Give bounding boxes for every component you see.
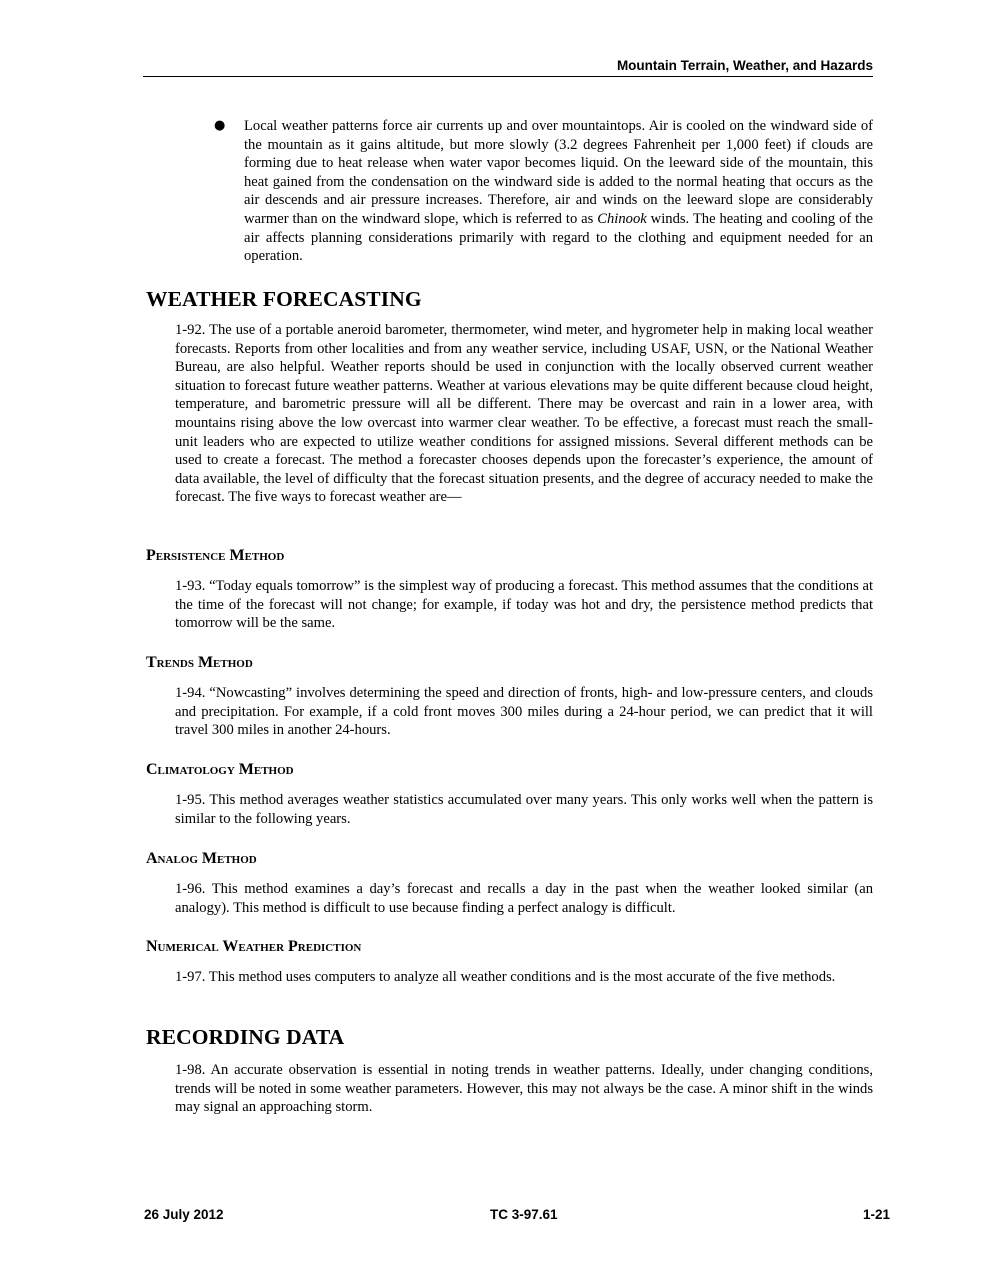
running-header: Mountain Terrain, Weather, and Hazards — [616, 58, 873, 73]
bullet-marker: ● — [214, 118, 226, 133]
heading-trends-method: Trends Method — [146, 654, 253, 671]
paragraph-1-96: 1-96. This method examines a day’s forecast and recalls a day in the past when the weather looked similar (an analogy). This method is difficult to use because finding a perfect analogy is difficult. — [175, 881, 873, 916]
paragraph-1-98: 1-98. An accurate observation is essential in noting trends in weather patterns. Ideally, under changing conditions, trends will be noted in some weather parameters. However, this may not always be the case. A minor shift in the winds may signal an approaching storm. — [175, 1062, 873, 1116]
bullet-paragraph — [244, 117, 873, 266]
heading-analog-method: Analog Method — [146, 850, 257, 867]
paragraph-1-95: 1-95. This method averages weather statistics accumulated over many years. This only works well when the pattern is similar to the following years. — [175, 792, 873, 827]
paragraph-1-97: 1-97. This method uses computers to analyze all weather conditions and is the most accurate of the five methods. — [175, 969, 836, 985]
heading-persistence-method: Persistence Method — [146, 547, 285, 564]
bullet-text-end: winds. The heating and cooling of the air affects planning considerations primarily with regard to the clothing and equipment needed for an operation. — [244, 210, 874, 265]
header-rule — [143, 76, 873, 77]
heading-weather-forecasting: WEATHER FORECASTING — [146, 287, 422, 311]
footer-page-number: 1-21 — [862, 1207, 890, 1222]
bullet-text-start: Local weather patterns force air currents up and over mountaintops. Air is cooled on the windward side of the mountain as it gains altitude, but more slowly (3.2 degrees Fahrenheit per 1,000 feet) if clouds are forming due to heat release when water vapor becomes liquid. On the leeward side of the mountain, this heat gained from the condensation on the windward side is added to the normal heating that occurs as the air descends and air pressure increases. Therefore, air and winds on the leeward slope are considerably warmer than on the windward slope, which is referred to as — [244, 118, 873, 227]
paragraph-1-92: 1-92. The use of a portable aneroid barometer, thermometer, wind meter, and hygrometer help in making local weather forecasts. Reports from other localities and from any weather service, including USAF, USN, or the National Weather Bureau, are also helpful. Weather reports should be used in conjunction with the locally observed current weather situation to forecast future weather patterns. Weather at various elevations may be quite different because cloud height, temperature, and barometric pressure will all be different. There may be overcast and rain in a lower area, with mountains rising above the low overcast into warmer clear weather. To be effective, a forecast must reach the small-unit leaders who are expected to utilize weather conditions for assigned missions. Several different methods can be used to create a forecast. The method a forecaster chooses depends upon the forecaster’s experience, the amount of data available, the level of difficulty that the forecast situation presents, and the degree of accuracy needed to make the forecast. The five ways to forecast weather are— — [175, 322, 873, 506]
paragraph-1-93: 1-93. “Today equals tomorrow” is the simplest way of producing a forecast. This method assumes that the conditions at the time of the forecast will not change; for example, if today was hot and dry, the persistence method predicts that tomorrow will be the same. — [175, 578, 873, 632]
footer-date: 26 July 2012 — [144, 1207, 224, 1222]
footer-publication: TC 3-97.61 — [490, 1207, 558, 1222]
heading-numerical-weather-prediction: Numerical Weather Prediction — [146, 938, 362, 955]
chinook-term: Chinook — [597, 210, 647, 227]
heading-recording-data: RECORDING DATA — [146, 1025, 345, 1049]
paragraph-1-94: 1-94. “Nowcasting” involves determining the speed and direction of fronts, high- and low-pressure centers, and clouds and precipitation. For example, if a cold front moves 300 miles during a 24-hour period, we can predict that it will travel 300 miles in another 24-hours. — [175, 685, 873, 739]
heading-climatology-method: Climatology Method — [146, 761, 294, 778]
